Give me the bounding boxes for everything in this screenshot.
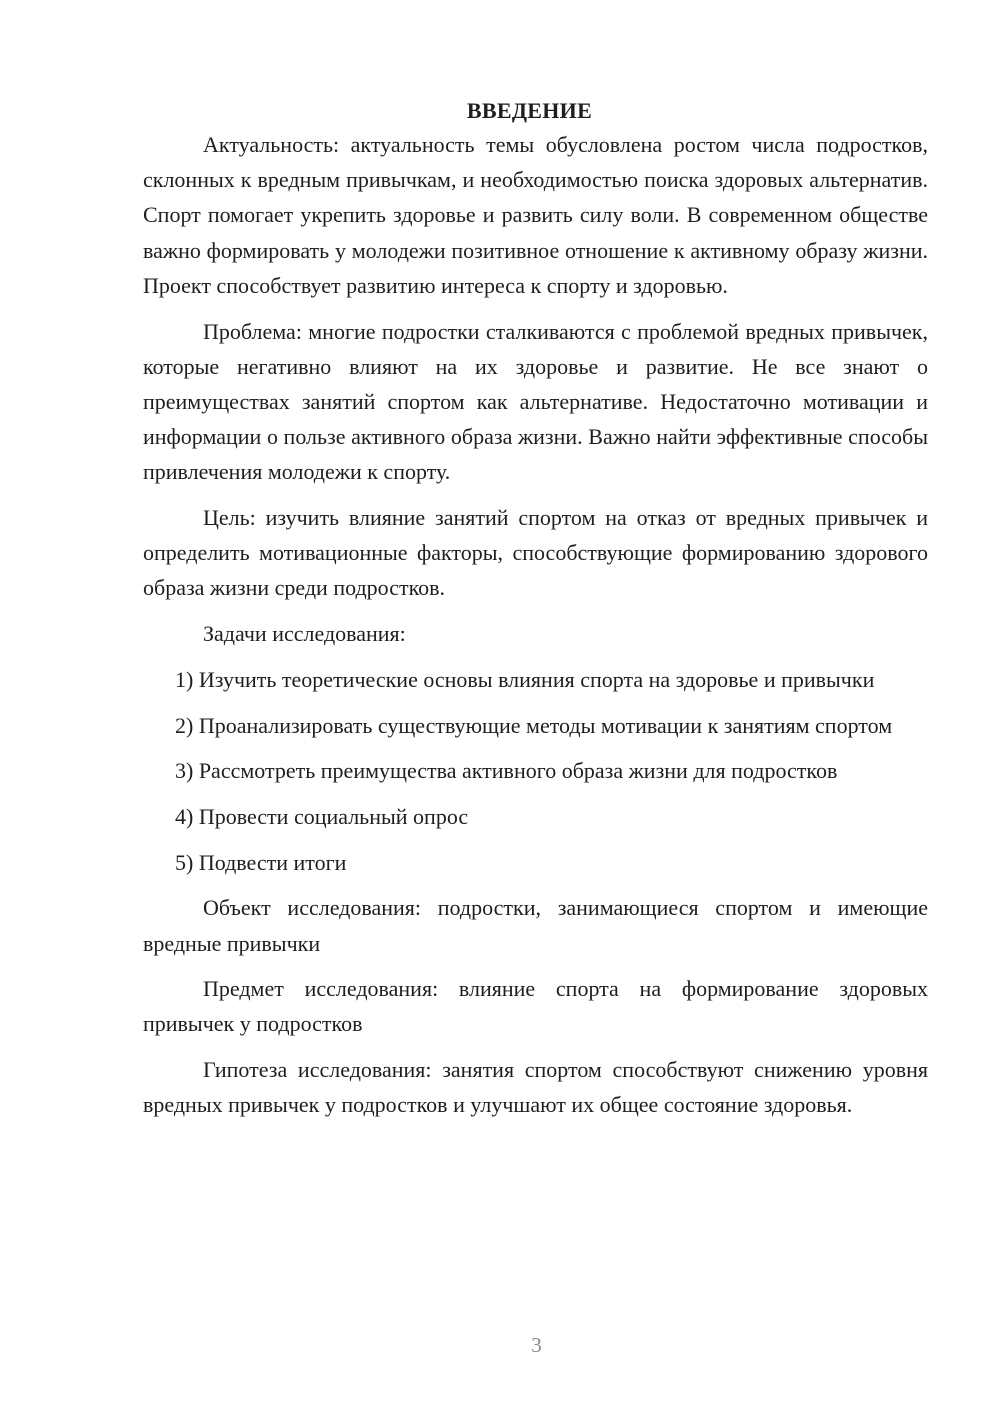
object-paragraph: Объект исследования: подростки, занимающиеся спортом и имеющие вредные привычки (143, 895, 928, 956)
relevance-paragraph: Актуальность: актуальность темы обусловлена ростом числа подростков, склонных к вредным привычкам, и необходимостью поиска здоровых альтернатив. Спорт помогает укрепить здоровье и развить силу воли. В современном обществе важно формировать у молодежи позитивное отношение к активному образу жизни. Проект способствует развитию интереса к спорту и здоровью. (143, 132, 928, 298)
document-page (143, 94, 928, 1133)
task-item-4: 4) Провести социальный опрос (175, 803, 469, 829)
problem-paragraph: Проблема: многие подростки сталкиваются с проблемой вредных привычек, которые негативно влияют на их здоровье и развитие. Не все знают о преимуществах занятий спортом как альтернативе. Недостаточно мотивации и информации о пользе активного образа жизни. Важно найти эффективные способы привлечения молодежи к спорту. (143, 318, 928, 485)
task-item-1: 1) Изучить теоретические основы влияния спорта на здоровье и привычки (175, 666, 875, 692)
task-item-5: 5) Подвести итоги (175, 849, 347, 875)
page-number: 3 (531, 1333, 542, 1357)
task-item-2: 2) Проанализировать существующие методы мотивации к занятиям спортом (175, 712, 893, 738)
subject-paragraph: Предмет исследования: влияние спорта на формирование здоровых привычек у подростков (143, 976, 928, 1037)
tasks-heading: Задачи исследования: (203, 621, 406, 647)
section-title: ВВЕДЕНИЕ (466, 98, 593, 123)
task-item-3: 3) Рассмотреть преимущества активного образа жизни для подростков (175, 758, 838, 784)
hypothesis-paragraph: Гипотеза исследования: занятия спортом способствуют снижению уровня вредных привычек у подростков и улучшают их общее состояние здоровья. (143, 1057, 928, 1118)
goal-paragraph: Цель: изучить влияние занятий спортом на отказ от вредных привычек и определить мотивационные факторы, способствующие формированию здорового образа жизни среди подростков. (143, 505, 928, 601)
